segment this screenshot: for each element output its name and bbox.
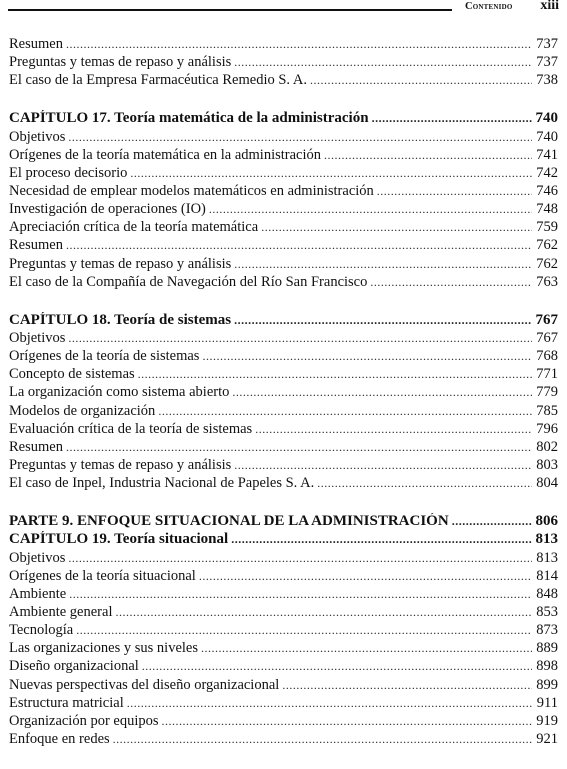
toc-entry-page: 740: [535, 110, 558, 127]
toc-section: [9, 312, 558, 493]
header-page-number: xiii: [540, 0, 559, 13]
toc-entry-page: 768: [536, 348, 558, 365]
dot-leader: [196, 569, 532, 584]
toc-entry-title: CAPÍTULO 17. Teoría matemática de la administración: [9, 110, 369, 127]
dot-leader: [65, 130, 532, 145]
toc-entry-title: Las organizaciones y sus niveles: [9, 640, 198, 657]
toc-entry-title: Preguntas y temas de repaso y análisis: [9, 54, 232, 71]
dot-leader: [231, 458, 532, 473]
toc-entry-title: Objetivos: [9, 549, 66, 566]
toc-entry[interactable]: [9, 421, 558, 439]
toc-entry[interactable]: [9, 475, 558, 493]
toc-entry-page: 803: [536, 456, 558, 473]
toc-entry[interactable]: [9, 147, 558, 165]
toc-entry-page: 737: [536, 54, 558, 71]
toc-entry-title: Preguntas y temas de repaso y análisis: [9, 456, 232, 473]
toc-entry-title: Estructura matricial: [9, 694, 124, 711]
toc-entry[interactable]: [9, 550, 558, 568]
toc-entry-title: Ambiente: [9, 585, 67, 602]
dot-leader: [231, 55, 532, 70]
dot-leader: [231, 257, 532, 272]
toc-entry[interactable]: [9, 219, 558, 237]
header-label: Contenido: [465, 1, 513, 12]
toc-entry-page: 740: [536, 128, 558, 145]
toc-entry[interactable]: [9, 256, 558, 274]
toc-entry-title: Necesidad de emplear modelos matemáticos en administración: [9, 182, 374, 199]
toc-entry-title: Orígenes de la teoría situacional: [9, 567, 196, 584]
toc-heading-entry[interactable]: [9, 110, 558, 128]
dot-leader: [321, 148, 532, 163]
dot-leader: [65, 551, 532, 566]
toc-entry-page: 804: [536, 475, 558, 492]
toc-entry-page: 814: [536, 567, 558, 584]
toc-entry-page: 771: [536, 366, 558, 383]
toc-heading-entry[interactable]: [9, 312, 558, 330]
dot-leader: [159, 714, 532, 729]
toc-entry-title: CAPÍTULO 19. Teoría situacional: [9, 531, 229, 548]
toc-entry-title: Enfoque en redes: [9, 730, 110, 747]
toc-entry-title: El caso de la Compañía de Navegación del Río San Francisco: [9, 273, 368, 290]
toc-entry-title: El caso de Inpel, Industria Nacional de Papeles S. A.: [9, 475, 315, 492]
toc-entry-title: La organización como sistema abierto: [9, 384, 230, 401]
running-header: [8, 0, 559, 16]
toc-entry[interactable]: [9, 165, 558, 183]
dot-leader: [63, 37, 532, 52]
toc-entry[interactable]: [9, 54, 558, 72]
dot-leader: [279, 678, 532, 693]
dot-leader: [258, 220, 532, 235]
toc-entry-page: 802: [536, 438, 558, 455]
toc-entry-page: 738: [536, 72, 558, 89]
toc-heading-entry[interactable]: [9, 513, 558, 531]
toc-entry-title: Preguntas y temas de repaso y análisis: [9, 255, 232, 272]
toc-entry-page: 813: [535, 531, 558, 548]
toc-entry[interactable]: [9, 183, 558, 201]
toc-entry-page: 767: [536, 329, 558, 346]
toc-entry-title: Tecnología: [9, 622, 74, 639]
toc-entry-title: Objetivos: [9, 329, 66, 346]
toc-entry-page: 746: [536, 182, 558, 199]
toc-entry-page: 889: [536, 640, 558, 657]
toc-entry-title: Concepto de sistemas: [9, 366, 135, 383]
toc-entry-page: 899: [536, 676, 558, 693]
toc-entry-page: 762: [536, 255, 558, 272]
toc-entry[interactable]: [9, 274, 558, 292]
toc-entry-title: Resumen: [9, 36, 63, 52]
toc-section: [9, 36, 558, 90]
toc-entry-title: Evaluación crítica de la teoría de sistemas: [9, 420, 253, 437]
toc-entry[interactable]: [9, 201, 558, 219]
toc-entry[interactable]: [9, 695, 558, 713]
toc-entry-title: Ambiente general: [9, 603, 113, 620]
toc-entry[interactable]: [9, 384, 558, 402]
toc-entry-page: 873: [536, 622, 558, 639]
toc-entry[interactable]: [9, 604, 558, 622]
toc-entry[interactable]: [9, 348, 558, 366]
toc-entry-page: 767: [535, 311, 558, 328]
toc-entry-title: Diseño organizacional: [9, 658, 139, 675]
dot-leader: [252, 422, 532, 437]
toc-entry-page: 813: [536, 549, 558, 566]
header-rule: [8, 9, 452, 11]
toc-entry-title: Resumen: [9, 237, 63, 254]
dot-leader: [367, 275, 532, 290]
toc-section: [9, 110, 558, 291]
toc-entry[interactable]: [9, 622, 558, 640]
toc-entry-page: 785: [536, 402, 558, 419]
dot-leader: [449, 514, 532, 529]
dot-leader: [112, 605, 532, 620]
dot-leader: [65, 331, 532, 346]
toc-entry[interactable]: [9, 568, 558, 586]
toc-entry[interactable]: [9, 36, 558, 54]
dot-leader: [374, 184, 532, 199]
toc-entry[interactable]: [9, 640, 558, 658]
toc-entry-title: Orígenes de la teoría matemática en la administración: [9, 146, 322, 163]
toc-entry-page: 853: [536, 603, 558, 620]
toc-entry-title: Nuevas perspectivas del diseño organizacional: [9, 676, 280, 693]
dot-leader: [127, 166, 532, 181]
toc-entry-title: Resumen: [9, 438, 63, 455]
dot-leader: [155, 404, 532, 419]
toc-entry-page: 762: [536, 237, 558, 254]
toc-entry-page: 763: [536, 273, 558, 290]
toc-section: [9, 513, 558, 749]
toc-entry-page: 748: [536, 201, 558, 218]
dot-leader: [199, 349, 532, 364]
toc-entry-title: Objetivos: [9, 128, 66, 145]
dot-leader: [307, 73, 532, 88]
toc-entry-page: 796: [536, 420, 558, 437]
dot-leader: [73, 623, 532, 638]
toc-entry-title: Organización por equipos: [9, 712, 159, 729]
toc-entry-page: 742: [536, 164, 558, 181]
toc-entry[interactable]: [9, 366, 558, 384]
toc-entry-page: 779: [536, 384, 558, 401]
dot-leader: [110, 732, 532, 747]
dot-leader: [314, 476, 532, 491]
toc-entry[interactable]: [9, 237, 558, 255]
toc-entry-title: Orígenes de la teoría de sistemas: [9, 348, 200, 365]
toc-entry[interactable]: [9, 731, 558, 749]
toc-entry-title: El caso de la Empresa Farmacéutica Remedio S. A.: [9, 72, 307, 89]
dot-leader: [63, 238, 532, 253]
toc-entry[interactable]: [9, 330, 558, 348]
toc-entry-title: PARTE 9. ENFOQUE SITUACIONAL DE LA ADMINISTRACIÓN: [9, 513, 449, 530]
toc-heading-entry[interactable]: [9, 531, 558, 549]
toc-entry-page: 737: [536, 36, 558, 52]
toc-entry-page: 741: [536, 146, 558, 163]
toc-entry[interactable]: [9, 586, 558, 604]
toc-entry[interactable]: [9, 72, 558, 90]
toc-entry[interactable]: [9, 658, 558, 676]
toc-entry-title: Modelos de organización: [9, 402, 156, 419]
dot-leader: [206, 202, 532, 217]
toc-entry-page: 921: [536, 730, 558, 747]
toc-entry-page: 848: [536, 585, 558, 602]
table-of-contents: [9, 36, 558, 769]
toc-entry-page: 898: [536, 658, 558, 675]
dot-leader: [63, 440, 532, 455]
dot-leader: [139, 659, 532, 674]
toc-entry[interactable]: [9, 713, 558, 731]
toc-entry-title: Apreciación crítica de la teoría matemática: [9, 219, 259, 236]
dot-leader: [369, 111, 532, 126]
toc-entry[interactable]: [9, 439, 558, 457]
dot-leader: [135, 367, 532, 382]
dot-leader: [231, 313, 532, 328]
toc-entry[interactable]: [9, 403, 558, 421]
toc-entry-title: Investigación de operaciones (IO): [9, 201, 206, 218]
toc-entry[interactable]: [9, 129, 558, 147]
toc-entry[interactable]: [9, 457, 558, 475]
dot-leader: [228, 532, 532, 547]
toc-entry-page: 911: [536, 694, 558, 711]
dot-leader: [229, 385, 532, 400]
toc-entry[interactable]: [9, 677, 558, 695]
dot-leader: [66, 587, 532, 602]
toc-entry-page: 806: [535, 513, 558, 530]
toc-entry-title: CAPÍTULO 18. Teoría de sistemas: [9, 311, 232, 328]
dot-leader: [124, 696, 532, 711]
dot-leader: [198, 641, 532, 656]
toc-entry-page: 759: [536, 219, 558, 236]
toc-entry-page: 919: [536, 712, 558, 729]
toc-entry-title: El proceso decisorio: [9, 164, 128, 181]
